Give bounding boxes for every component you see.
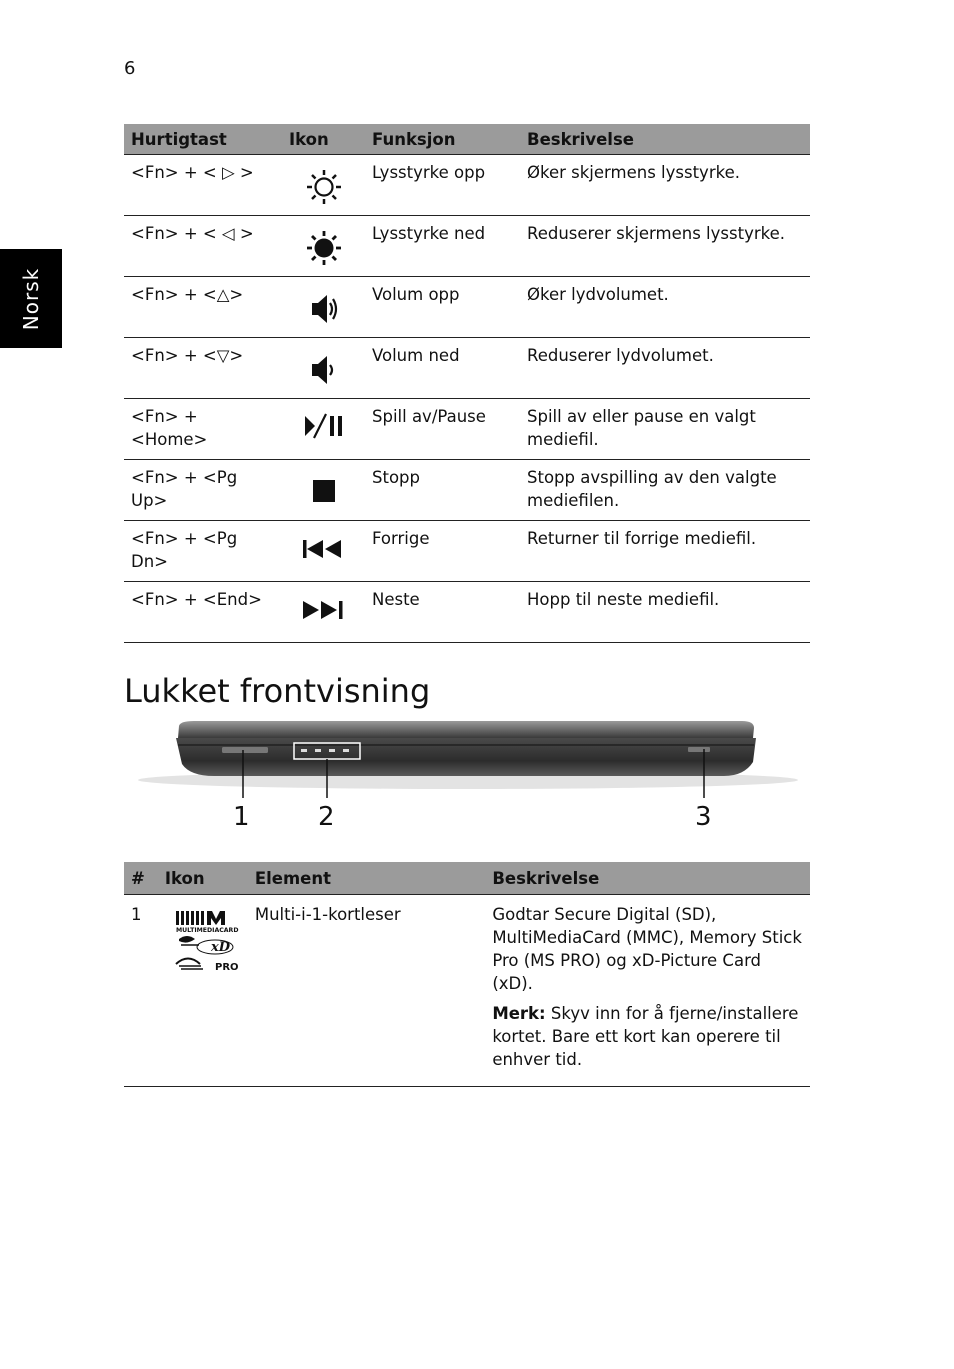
callout-1: 1 — [233, 802, 250, 832]
svg-text:xD: xD — [210, 940, 230, 955]
volume-up-icon — [304, 289, 344, 329]
svg-text:MULTIMEDIACARD: MULTIMEDIACARD — [175, 927, 239, 934]
previous-track-icon — [301, 537, 347, 561]
section-title: Lukket frontvisning — [124, 672, 431, 710]
svg-text:PRO: PRO — [214, 962, 239, 973]
description-cell: Øker skjermens lysstyrke. — [520, 155, 810, 216]
function-cell: Spill av/Pause — [365, 399, 520, 460]
header-icon: Ikon — [158, 862, 248, 895]
hotkey-cell: <Fn> + <End> — [124, 582, 282, 643]
brightness-up-icon — [304, 167, 344, 207]
description-cell: Øker lydvolumet. — [520, 277, 810, 338]
hotkey-table-header — [124, 124, 810, 155]
stop-icon — [309, 476, 339, 506]
hotkey-cell: <Fn> + <Pg Dn> — [124, 521, 282, 582]
language-tab-label: Norsk — [19, 267, 43, 331]
header-element: Element — [248, 862, 485, 895]
volume-down-icon — [304, 350, 344, 390]
callout-2: 2 — [318, 802, 335, 832]
header-description: Beskrivelse — [520, 124, 810, 155]
card-reader-slot — [222, 747, 268, 753]
table-row — [124, 277, 810, 338]
header-function: Funksjon — [365, 124, 520, 155]
function-cell: Stopp — [365, 460, 520, 521]
function-cell: Forrige — [365, 521, 520, 582]
card-reader-logos-icon — [173, 909, 241, 977]
function-cell: Lysstyrke ned — [365, 216, 520, 277]
next-track-icon — [301, 598, 347, 622]
table-row — [124, 338, 810, 399]
hotkey-cell: <Fn> + < ◁ > — [124, 216, 282, 277]
element-table — [124, 862, 810, 1087]
page-number: 6 — [124, 58, 136, 79]
table-row — [124, 521, 810, 582]
table-row — [124, 895, 810, 1087]
header-hotkey: Hurtigtast — [124, 124, 282, 155]
description-cell: Reduserer lydvolumet. — [520, 338, 810, 399]
element-table-header — [124, 862, 810, 895]
play-pause-icon — [302, 411, 346, 441]
header-description: Beskrivelse — [485, 862, 810, 895]
hotkey-cell: <Fn> + <Home> — [124, 399, 282, 460]
function-cell: Volum ned — [365, 338, 520, 399]
header-number: # — [124, 862, 158, 895]
hotkey-cell: <Fn> + <▽> — [124, 338, 282, 399]
hotkey-cell: <Fn> + < ▷ > — [124, 155, 282, 216]
description-cell — [485, 895, 810, 1087]
note-label: Merk: — [492, 1004, 546, 1023]
function-cell: Volum opp — [365, 277, 520, 338]
table-row — [124, 399, 810, 460]
description-cell: Returner til forrige mediefil. — [520, 521, 810, 582]
hotkey-cell: <Fn> + <△> — [124, 277, 282, 338]
element-cell: Multi-i-1-kortleser — [248, 895, 485, 1087]
element-note — [492, 1002, 803, 1071]
description-cell: Reduserer skjermens lysstyrke. — [520, 216, 810, 277]
function-cell: Lysstyrke opp — [365, 155, 520, 216]
header-icon: Ikon — [282, 124, 365, 155]
hotkey-table — [124, 124, 810, 643]
element-description: Godtar Secure Digital (SD), MultiMediaCard (MMC), Memory Stick Pro (MS PRO) og xD-Picture Card (xD). — [492, 905, 802, 993]
note-text: Skyv inn for å fjerne/installere kortet. Bare ett kort kan operere til enhver tid. — [492, 1004, 799, 1069]
function-cell: Neste — [365, 582, 520, 643]
table-row — [124, 460, 810, 521]
language-tab — [0, 249, 62, 348]
table-row — [124, 582, 810, 643]
description-cell: Spill av eller pause en valgt mediefil. — [520, 399, 810, 460]
table-row — [124, 216, 810, 277]
hotkey-cell: <Fn> + <Pg Up> — [124, 460, 282, 521]
description-cell: Hopp til neste mediefil. — [520, 582, 810, 643]
callout-3: 3 — [695, 802, 712, 832]
description-cell: Stopp avspilling av den valgte mediefilen. — [520, 460, 810, 521]
number-cell: 1 — [124, 895, 158, 1087]
table-row — [124, 155, 810, 216]
brightness-down-icon — [304, 228, 344, 268]
